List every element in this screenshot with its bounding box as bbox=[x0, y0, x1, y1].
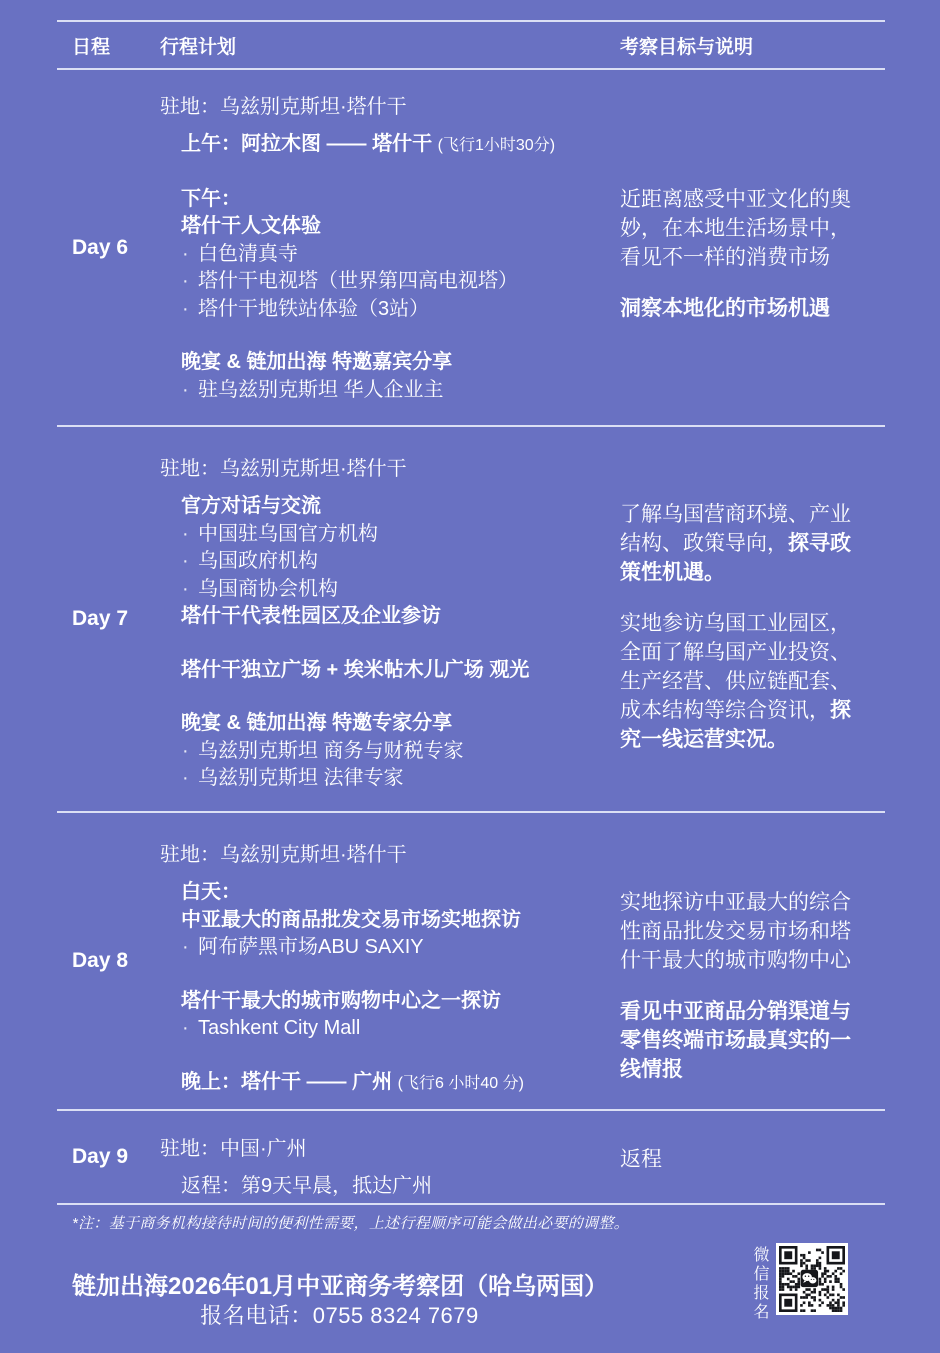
day8-label: Day 8 bbox=[72, 949, 129, 972]
plan-line: 晚宴 & 链加出海 特邀专家分享 bbox=[181, 712, 453, 734]
plan-line: 塔什干独立广场 + 埃米帖木儿广场 观光 bbox=[181, 658, 530, 681]
header-col-goal: 考察目标与说明 bbox=[620, 36, 754, 58]
goal-paragraph: 了解乌国营商环境、产业结构、政策导向，探寻政策性机遇。 bbox=[620, 503, 851, 584]
line-spacer bbox=[620, 272, 859, 294]
day7-goal bbox=[617, 427, 885, 811]
plan-line: · 乌国商协会机构 bbox=[181, 576, 617, 604]
line-spacer bbox=[181, 1043, 617, 1069]
plan-line: 塔什干代表性园区及企业参访 bbox=[181, 605, 441, 627]
line-spacer bbox=[181, 323, 617, 349]
line-spacer bbox=[181, 160, 617, 186]
phone-line bbox=[72, 1299, 607, 1330]
plan-line: · 塔什干地铁站体验（3站） bbox=[181, 296, 617, 324]
plan-line: 晚上：塔什干 —— 广州 (飞行6 小时40 分) bbox=[181, 1070, 524, 1093]
day7-base: 驻地：乌兹别克斯坦·塔什干 bbox=[160, 458, 407, 480]
goal-paragraph: 看见中亚商品分销渠道与零售终端市场最真实的一线情报 bbox=[620, 1000, 851, 1081]
line-spacer bbox=[181, 962, 617, 988]
plan-line: · 乌国政府机构 bbox=[181, 548, 617, 576]
plan-line: 官方对话与交流 bbox=[181, 495, 321, 517]
plan-line: · 白色清真寺 bbox=[181, 241, 617, 269]
plan-line: 中亚最大的商品批发交易市场实地探访 bbox=[181, 908, 521, 931]
day6-goal bbox=[617, 70, 885, 425]
goal-paragraph: 返程 bbox=[620, 1148, 662, 1171]
day9-row bbox=[57, 1111, 885, 1203]
tour-title: 链加出海2026年01月中亚商务考察团（哈乌两国） bbox=[72, 1273, 609, 1300]
plan-line: 塔什干人文体验 bbox=[181, 215, 321, 237]
header-col-day: 日程 bbox=[72, 36, 111, 58]
line-spacer bbox=[620, 975, 859, 997]
table-header bbox=[57, 22, 885, 68]
goal-paragraph: 实地探访中亚最大的综合性商品批发交易市场和塔什干最大的城市购物中心 bbox=[620, 891, 851, 972]
day7-label: Day 7 bbox=[72, 607, 129, 630]
day6-label: Day 6 bbox=[72, 235, 129, 259]
qr-code-icon bbox=[776, 1243, 848, 1315]
goal-paragraph: 近距离感受中亚文化的奥妙，在本地生活场景中，看见不一样的消费市场 bbox=[620, 188, 851, 269]
plan-line: 上午：阿拉木图 —— 塔什干 (飞行1小时30分) bbox=[181, 133, 556, 155]
plan-line: · 乌兹别克斯坦 商务与财税专家 bbox=[181, 738, 617, 766]
line-spacer bbox=[620, 587, 859, 609]
plan-line: · 塔什干电视塔（世界第四高电视塔） bbox=[181, 268, 617, 296]
day6-row bbox=[57, 70, 885, 425]
day7-plan bbox=[160, 427, 617, 811]
plan-line: 白天： bbox=[181, 881, 241, 903]
day8-row bbox=[57, 813, 885, 1109]
plan-line: · 阿布萨黑市场ABU SAXIY bbox=[181, 934, 617, 962]
day8-plan bbox=[160, 813, 617, 1109]
plan-line: 下午： bbox=[181, 187, 241, 210]
line-spacer bbox=[181, 631, 617, 657]
plan-line: · 中国驻乌国官方机构 bbox=[181, 521, 617, 549]
qr-caption: 微信报名 bbox=[751, 1246, 768, 1322]
plan-line: · 乌兹别克斯坦 法律专家 bbox=[181, 765, 617, 793]
phone-number: 0755 8324 7679 bbox=[312, 1303, 479, 1328]
goal-paragraph: 洞察本地化的市场机遇 bbox=[620, 297, 830, 320]
day8-base: 驻地：乌兹别克斯坦·塔什干 bbox=[160, 844, 407, 866]
day6-base: 驻地：乌兹别克斯坦·塔什干 bbox=[160, 96, 407, 118]
phone-label: 报名电话： bbox=[200, 1303, 313, 1328]
plan-line: 塔什干最大的城市购物中心之一探访 bbox=[181, 989, 501, 1012]
line-spacer bbox=[181, 684, 617, 710]
day9-goal bbox=[617, 1111, 885, 1203]
plan-line: 返程：第9天早晨，抵达广州 bbox=[181, 1175, 433, 1197]
day6-plan bbox=[160, 70, 617, 425]
header-col-plan: 行程计划 bbox=[160, 36, 237, 58]
plan-line: · 驻乌兹别克斯坦 华人企业主 bbox=[181, 377, 617, 405]
goal-paragraph: 实地参访乌国工业园区，全面了解乌国产业投资、生产经营、供应链配套、成本结构等综合资讯，探究一线运营实况。 bbox=[620, 612, 851, 751]
plan-line: 晚宴 & 链加出海 特邀嘉宾分享 bbox=[181, 351, 453, 373]
itinerary-table bbox=[57, 20, 885, 1205]
day8-goal bbox=[617, 813, 885, 1109]
adjustment-note: *注：基于商务机构接待时间的便利性需要，上述行程顺序可能会做出必要的调整。 bbox=[72, 1215, 629, 1232]
plan-line: · Tashkent City Mall bbox=[181, 1015, 617, 1043]
day7-row bbox=[57, 427, 885, 811]
day9-label: Day 9 bbox=[72, 1145, 129, 1168]
wechat-signup-block bbox=[750, 1243, 848, 1322]
table-bottom-rule bbox=[57, 1203, 885, 1205]
day9-base: 驻地：中国·广州 bbox=[160, 1138, 307, 1160]
day9-plan bbox=[160, 1111, 617, 1203]
